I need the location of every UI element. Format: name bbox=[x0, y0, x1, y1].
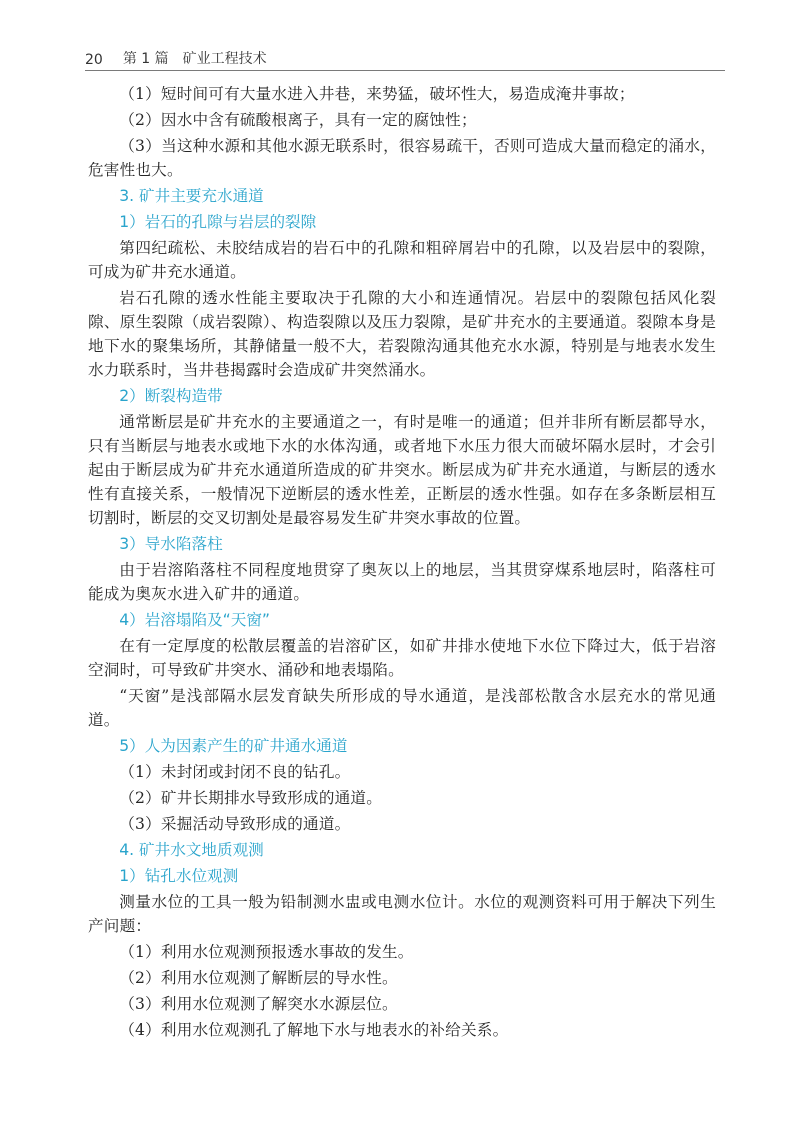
paragraph: “天窗”是浅部隔水层发育缺失所形成的导水通道，是浅部松散含水层充水的常见通道。 bbox=[88, 687, 716, 729]
paragraph: （2）矿井长期排水导致形成的通道。 bbox=[119, 789, 383, 807]
section-heading: 4. 矿井水文地质观测 bbox=[119, 841, 264, 859]
subsection-heading: 2）断裂构造带 bbox=[119, 387, 223, 405]
page-number: 20 bbox=[85, 52, 103, 68]
section-heading: 3. 矿井主要充水通道 bbox=[119, 187, 264, 205]
paragraph: 岩石孔隙的透水性能主要取决于孔隙的大小和连通情况。岩层中的裂隙包括风化裂隙、原生裂隙（成岩裂隙）、构造裂隙以及压力裂隙，是矿井充水的主要通道。裂隙本身是地下水的聚集场所，其静储量一般不大，若裂隙沟通其他充水水源，特别是与地表水发生水力联系时，当井巷揭露时会造成矿井突然涌水。 bbox=[88, 289, 716, 379]
subsection-heading: 3）导水陷落柱 bbox=[119, 535, 223, 553]
book-section-title: 矿业工程技术 bbox=[182, 51, 267, 67]
paragraph: （3）利用水位观测了解突水水源层位。 bbox=[119, 995, 398, 1013]
paragraph: （1）利用水位观测预报透水事故的发生。 bbox=[119, 943, 414, 961]
paragraph: （2）利用水位观测了解断层的导水性。 bbox=[119, 969, 398, 987]
paragraph: （3）当这种水源和其他水源无联系时，很容易疏干，否则可造成大量而稳定的涌水，危害性也大。 bbox=[88, 137, 716, 179]
header-rule bbox=[85, 70, 725, 71]
subsection-heading: 1）钻孔水位观测 bbox=[119, 867, 239, 885]
paragraph: （4）利用水位观测孔了解地下水与地表水的补给关系。 bbox=[119, 1021, 509, 1039]
page-body bbox=[88, 82, 716, 1044]
part-label: 第 1 篇 bbox=[122, 51, 169, 67]
paragraph: 测量水位的工具一般为铅制测水盅或电测水位计。水位的观测资料可用于解决下列生产问题： bbox=[88, 893, 716, 935]
paragraph: （2）因水中含有硫酸根离子，具有一定的腐蚀性； bbox=[119, 111, 477, 129]
paragraph: （1）短时间可有大量水进入井巷，来势猛，破坏性大，易造成淹井事故； bbox=[119, 85, 635, 103]
paragraph: （1）未封闭或封闭不良的钻孔。 bbox=[119, 763, 351, 781]
paragraph: （3）采掘活动导致形成的通道。 bbox=[119, 815, 351, 833]
paragraph: 通常断层是矿井充水的主要通道之一，有时是唯一的通道；但并非所有断层都导水，只有当断层与地表水或地下水的水体沟通，或者地下水压力很大而破坏隔水层时，才会引起由于断层成为矿井充水通道所造成的矿井突水。断层成为矿井充水通道，与断层的透水性有直接关系，一般情况下逆断层的透水性差，正断层的透水性强。如存在多条断层相互切割时，断层的交叉切割处是最容易发生矿井突水事故的位置。 bbox=[88, 413, 716, 527]
paragraph: 由于岩溶陷落柱不同程度地贯穿了奥灰以上的地层，当其贯穿煤系地层时，陷落柱可能成为奥灰水进入矿井的通道。 bbox=[88, 561, 716, 603]
subsection-heading: 1）岩石的孔隙与岩层的裂隙 bbox=[119, 213, 317, 231]
paragraph: 第四纪疏松、未胶结成岩的岩石中的孔隙和粗碎屑岩中的孔隙，以及岩层中的裂隙，可成为矿井充水通道。 bbox=[88, 239, 716, 281]
running-header bbox=[85, 42, 725, 68]
paragraph: 在有一定厚度的松散层覆盖的岩溶矿区，如矿井排水使地下水位下降过大，低于岩溶空洞时，可导致矿井突水、涌砂和地表塌陷。 bbox=[88, 637, 716, 679]
subsection-heading: 5）人为因素产生的矿井通水通道 bbox=[119, 737, 348, 755]
subsection-heading: 4）岩溶塌陷及“天窗” bbox=[119, 611, 271, 629]
